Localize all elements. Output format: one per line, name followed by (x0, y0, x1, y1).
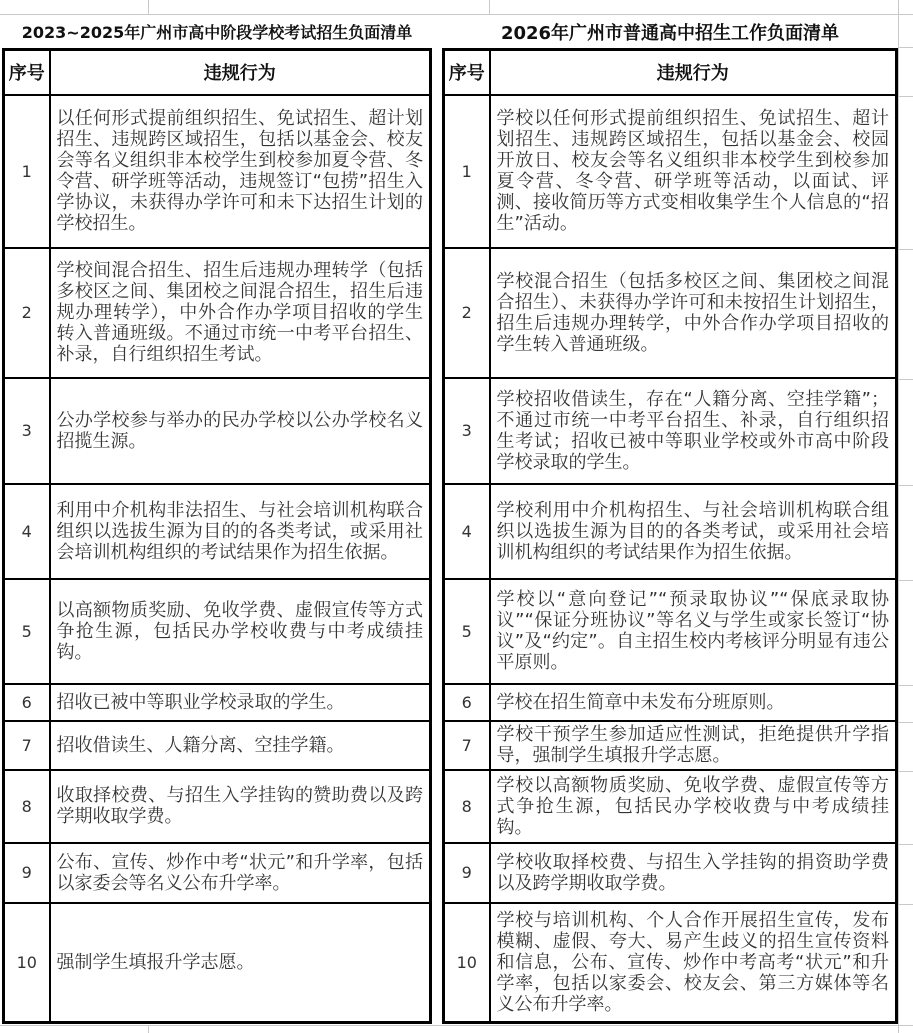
right-col-header-violation: 违规行为 (490, 50, 897, 95)
violation-text: 以高额物质奖励、免收学费、虚假宣传等方式争抢生源，包括民办学校收费与中考成绩挂钩。 (50, 579, 431, 684)
table-row (4, 579, 431, 684)
table-row (4, 721, 431, 770)
row-number: 8 (444, 770, 490, 843)
row-number: 7 (444, 721, 490, 770)
row-number: 4 (4, 484, 50, 579)
left-negative-list-table (2, 48, 432, 1024)
row-number: 8 (4, 770, 50, 843)
table-row (444, 903, 897, 1023)
violation-text: 收取择校费、与招生入学挂钩的赞助费以及跨学期收取学费。 (50, 770, 431, 843)
row-number: 3 (4, 378, 50, 484)
table-row (444, 248, 897, 378)
row-number: 7 (4, 721, 50, 770)
row-number: 10 (4, 903, 50, 1023)
table-row (444, 684, 897, 721)
violation-text: 学校在招生简章中未发布分班原则。 (490, 684, 897, 721)
row-number: 6 (4, 684, 50, 721)
row-number: 4 (444, 484, 490, 579)
violation-text: 学校以“意向登记”“预录取协议”“保底录取协议”“保证分班协议”等名义与学生或家长签订“协议”及“约定”。自主招生校内考核评分明显有违公平原则。 (490, 579, 897, 684)
row-number: 5 (444, 579, 490, 684)
table-row (4, 484, 431, 579)
table-row (4, 95, 431, 248)
row-number: 6 (444, 684, 490, 721)
left-col-header-no: 序号 (4, 50, 50, 95)
table-row (444, 378, 897, 484)
right-negative-list-table (442, 48, 898, 1024)
table-row (4, 843, 431, 903)
right-header-row (444, 50, 897, 95)
table-row (444, 843, 897, 903)
left-col-header-violation: 违规行为 (50, 50, 431, 95)
violation-text: 学校干预学生参加适应性测试，拒绝提供升学指导，强制学生填报升学志愿。 (490, 721, 897, 770)
violation-text: 学校招收借读生，存在“人籍分离、空挂学籍”；不通过市统一中考平台招生、补录，自行组织招生考试；招收已被中等职业学校或外市高中阶段学校录取的学生。 (490, 378, 897, 484)
violation-text: 学校与培训机构、个人合作开展招生宣传，发布模糊、虚假、夸大、易产生歧义的招生宣传资料和信息，公布、宣传、炒作中考高考“状元”和升学率，包括以家委会、校友会、第三方媒体等名义公布升学率。 (490, 903, 897, 1023)
row-number: 1 (444, 95, 490, 248)
right-col-header-no: 序号 (444, 50, 490, 95)
row-number: 5 (4, 579, 50, 684)
violation-text: 利用中介机构非法招生、与社会培训机构联合组织以选拔生源为目的的各类考试，或采用社会培训机构组织的考试结果作为招生依据。 (50, 484, 431, 579)
violation-text: 学校混合招生（包括多校区之间、集团校之间混合招生）、未获得办学许可和未按招生计划招生，招生后违规办理转学，中外合作办学项目招收的学生转入普通班级。 (490, 248, 897, 378)
violation-text: 学校以任何形式提前组织招生、免试招生、超计划招生、违规跨区域招生，包括以基金会、校园开放日、校友会等名义组织非本校学生到校参加夏令营、冬令营、研学班等活动，以面试、评测、接收简历等方式变相收集学生个人信息的“招生”活动。 (490, 95, 897, 248)
violation-text: 招收借读生、人籍分离、空挂学籍。 (50, 721, 431, 770)
left-header-row (4, 50, 431, 95)
violation-text: 学校收取择校费、与招生入学挂钩的捐资助学费以及跨学期收取学费。 (490, 843, 897, 903)
table-row (444, 770, 897, 843)
table-row (444, 484, 897, 579)
violation-text: 公办学校参与举办的民办学校以公办学校名义招揽生源。 (50, 378, 431, 484)
table-row (444, 721, 897, 770)
violation-text: 学校以高额物质奖励、免收学费、虚假宣传等方式争抢生源，包括民办学校收费与中考成绩挂钩。 (490, 770, 897, 843)
row-number: 3 (444, 378, 490, 484)
table-row (444, 95, 897, 248)
table-row (444, 579, 897, 684)
left-table-title: 2023~2025年广州市高中阶段学校考试招生负面清单 (21, 23, 413, 42)
row-number: 1 (4, 95, 50, 248)
table-row (4, 684, 431, 721)
violation-text: 强制学生填报升学志愿。 (50, 903, 431, 1023)
row-number: 2 (444, 248, 490, 378)
right-table-title: 2026年广州市普通高中招生工作负面清单 (500, 22, 840, 44)
violation-text: 公布、宣传、炒作中考“状元”和升学率，包括以家委会等名义公布升学率。 (50, 843, 431, 903)
violation-text: 招收已被中等职业学校录取的学生。 (50, 684, 431, 721)
table-row (4, 903, 431, 1023)
row-number: 10 (444, 903, 490, 1023)
violation-text: 学校间混合招生、招生后违规办理转学（包括多校区之间、集团校之间混合招生，招生后违规办理转学），中外合作办学项目招收的学生转入普通班级。不通过市统一中考平台招生、补录，自行组织招生考试。 (50, 248, 431, 378)
table-row (4, 248, 431, 378)
table-row (4, 378, 431, 484)
violation-text: 学校利用中介机构招生、与社会培训机构联合组织以选拔生源为目的的各类考试，或采用社会培训机构组织的考试结果作为招生依据。 (490, 484, 897, 579)
table-row (4, 770, 431, 843)
row-number: 2 (4, 248, 50, 378)
row-number: 9 (4, 843, 50, 903)
row-number: 9 (444, 843, 490, 903)
violation-text: 以任何形式提前组织招生、免试招生、超计划招生、违规跨区域招生，包括以基金会、校友会等名义组织非本校学生到校参加夏令营、冬令营、研学班等活动，违规签订“包捞”招生入学协议，未获得办学许可和未下达招生计划的学校招生。 (50, 95, 431, 248)
